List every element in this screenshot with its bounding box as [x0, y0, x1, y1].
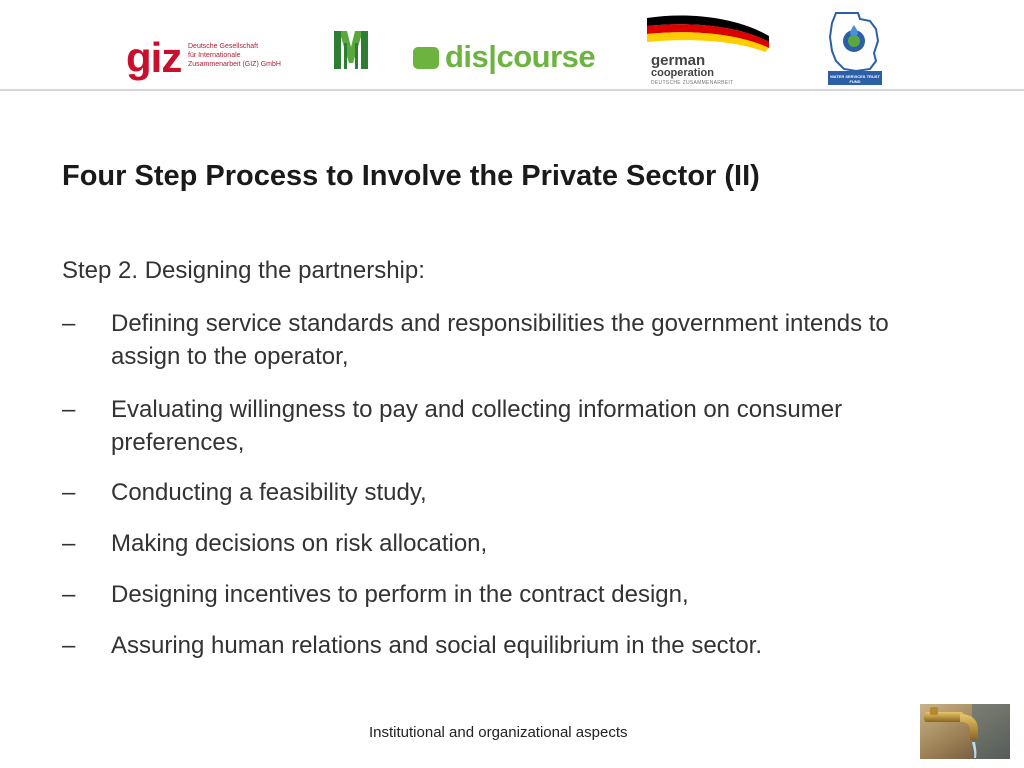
list-item [62, 629, 962, 662]
german-flag-swoosh-icon [645, 12, 775, 54]
bullet-text: Assuring human relations and social equilibrium in the sector. [111, 632, 763, 659]
german-cooperation-logo [645, 12, 775, 88]
list-item [62, 476, 962, 509]
step-heading: Step 2. Designing the partnership: [62, 257, 425, 284]
bullet-text: Making decisions on risk allocation, [111, 530, 488, 557]
german-cooperation-line-2: cooperation [651, 67, 714, 79]
wstf-logo [826, 11, 884, 87]
giz-line-1: Deutsche Gesellschaft [188, 43, 259, 50]
bullet-dash: – [62, 310, 76, 337]
giz-full-name [188, 42, 298, 69]
german-cooperation-line-1: german [651, 52, 706, 69]
bullet-dash: – [62, 530, 76, 557]
bullet-list [62, 307, 962, 662]
giz-logo [126, 36, 296, 82]
giz-wordmark: giz [126, 34, 182, 81]
wstf-caption: WATER SERVICES TRUST FUND [830, 74, 880, 84]
bullet-text: Conducting a feasibility study, [111, 479, 427, 506]
bullet-text: Evaluating willingness to pay and collecting information on consumer preferences, [111, 396, 843, 456]
giz-line-3: Zusammenarbeit (GIZ) GmbH [188, 61, 281, 68]
bullet-dash: – [62, 396, 76, 423]
bullet-text: Designing incentives to perform in the contract design, [111, 581, 689, 608]
bullet-dash: – [62, 581, 76, 608]
bullet-text: Defining service standards and responsibilities the government intends to assign to the operator, [111, 310, 889, 370]
logo-bar [0, 0, 1024, 90]
list-item [62, 393, 962, 459]
list-item [62, 527, 962, 560]
footer-caption: Institutional and organizational aspects [369, 724, 628, 741]
giz-line-2: für Internationale [188, 52, 241, 59]
m-logo-icon [333, 29, 369, 71]
header-divider [0, 89, 1024, 91]
bullet-dash: – [62, 479, 76, 506]
discourse-square-icon [413, 47, 439, 69]
slide-title: Four Step Process to Involve the Private Sector (II) [62, 160, 760, 192]
water-faucet-photo [920, 704, 1010, 759]
bullet-dash: – [62, 632, 76, 659]
list-item [62, 578, 962, 611]
discourse-wordmark: dis|course [445, 39, 596, 74]
german-cooperation-line-3: DEUTSCHE ZUSAMMENARBEIT [651, 80, 734, 86]
list-item [62, 307, 962, 373]
discourse-logo [413, 40, 603, 74]
